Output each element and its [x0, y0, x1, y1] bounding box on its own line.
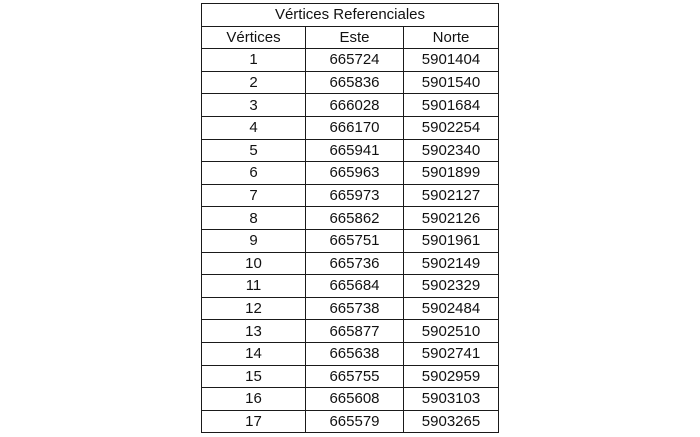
vertex-number: 6: [202, 162, 306, 185]
reference-vertices-table: [201, 3, 499, 433]
table-row: [202, 162, 499, 185]
este-value: 665877: [306, 320, 404, 343]
vertex-number: 12: [202, 297, 306, 320]
table-row: [202, 320, 499, 343]
table-title: Vértices Referenciales: [202, 4, 499, 27]
table-row: [202, 252, 499, 275]
este-value: 666028: [306, 94, 404, 117]
este-value: 665738: [306, 297, 404, 320]
table-row: [202, 71, 499, 94]
table-row: [202, 410, 499, 433]
column-header-norte: Norte: [404, 26, 499, 49]
vertex-number: 2: [202, 71, 306, 94]
este-value: 665724: [306, 49, 404, 72]
norte-value: 5903103: [404, 388, 499, 411]
norte-value: 5902329: [404, 275, 499, 298]
norte-value: 5902254: [404, 116, 499, 139]
table-header-row: [202, 26, 499, 49]
vertex-number: 10: [202, 252, 306, 275]
vertex-number: 7: [202, 184, 306, 207]
table-body: [202, 49, 499, 433]
este-value: 665755: [306, 365, 404, 388]
vertex-number: 11: [202, 275, 306, 298]
vertex-number: 5: [202, 139, 306, 162]
este-value: 665941: [306, 139, 404, 162]
table-row: [202, 207, 499, 230]
norte-value: 5901684: [404, 94, 499, 117]
norte-value: 5903265: [404, 410, 499, 433]
este-value: 665751: [306, 229, 404, 252]
este-value: 666170: [306, 116, 404, 139]
table-row: [202, 94, 499, 117]
table-row: [202, 342, 499, 365]
table-row: [202, 388, 499, 411]
table-row: [202, 184, 499, 207]
vertex-number: 4: [202, 116, 306, 139]
vertex-number: 1: [202, 49, 306, 72]
este-value: 665736: [306, 252, 404, 275]
column-header-vertices: Vértices: [202, 26, 306, 49]
este-value: 665862: [306, 207, 404, 230]
norte-value: 5901540: [404, 71, 499, 94]
table-row: [202, 275, 499, 298]
table-row: [202, 49, 499, 72]
table-row: [202, 297, 499, 320]
table-row: [202, 365, 499, 388]
norte-value: 5902340: [404, 139, 499, 162]
vertex-number: 3: [202, 94, 306, 117]
norte-value: 5902484: [404, 297, 499, 320]
este-value: 665638: [306, 342, 404, 365]
norte-value: 5901961: [404, 229, 499, 252]
vertex-number: 17: [202, 410, 306, 433]
norte-value: 5902959: [404, 365, 499, 388]
norte-value: 5901404: [404, 49, 499, 72]
norte-value: 5902510: [404, 320, 499, 343]
vertex-number: 9: [202, 229, 306, 252]
este-value: 665579: [306, 410, 404, 433]
norte-value: 5902126: [404, 207, 499, 230]
table-title-row: [202, 4, 499, 27]
vertex-number: 13: [202, 320, 306, 343]
vertex-number: 15: [202, 365, 306, 388]
norte-value: 5902741: [404, 342, 499, 365]
table-row: [202, 116, 499, 139]
norte-value: 5902149: [404, 252, 499, 275]
vertex-number: 8: [202, 207, 306, 230]
este-value: 665684: [306, 275, 404, 298]
este-value: 665973: [306, 184, 404, 207]
table-row: [202, 139, 499, 162]
vertex-number: 16: [202, 388, 306, 411]
vertex-number: 14: [202, 342, 306, 365]
este-value: 665836: [306, 71, 404, 94]
column-header-este: Este: [306, 26, 404, 49]
norte-value: 5902127: [404, 184, 499, 207]
table-row: [202, 229, 499, 252]
este-value: 665608: [306, 388, 404, 411]
este-value: 665963: [306, 162, 404, 185]
norte-value: 5901899: [404, 162, 499, 185]
